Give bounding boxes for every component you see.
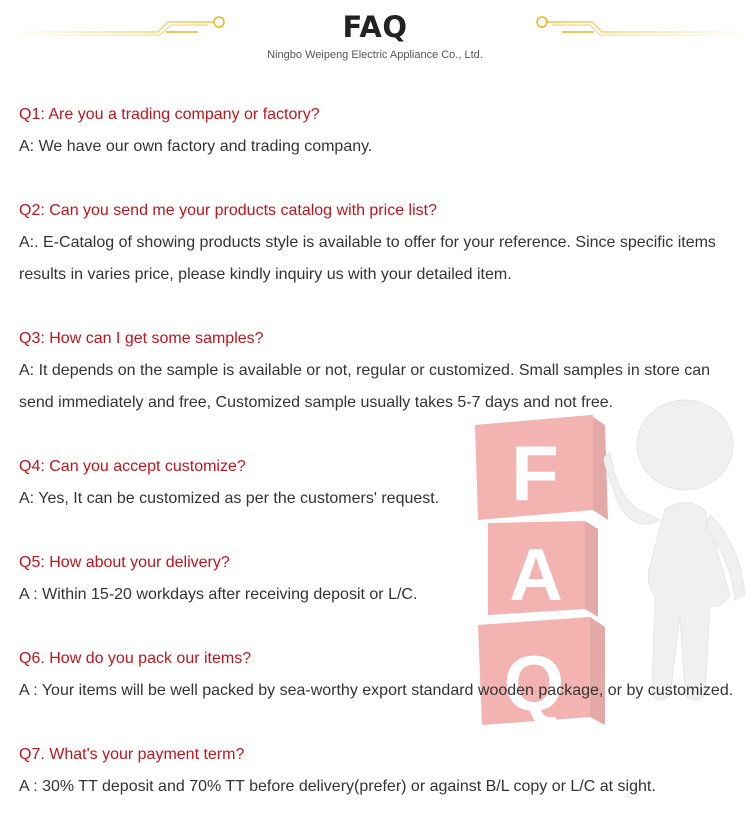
faq-item bbox=[19, 547, 744, 611]
faq-answer: A: Yes, It can be customized as per the customers' request. bbox=[19, 490, 440, 507]
faq-question: Q6. How do you pack our items? bbox=[19, 650, 252, 667]
page-title: FAQ bbox=[342, 10, 408, 44]
letter-a: A bbox=[509, 533, 563, 616]
faq-answer: A : 30% TT deposit and 70% TT before delivery(prefer) or against B/L copy or L/C at sight. bbox=[19, 778, 656, 795]
faq-answer: A: It depends on the sample is available or not, regular or customized. Small samples in store can send immediately and free, Customized sample usually takes 5-7 days and not free. bbox=[19, 362, 711, 411]
faq-item bbox=[19, 323, 744, 419]
faq-item bbox=[19, 739, 744, 803]
faq-question: Q3: How can I get some samples? bbox=[19, 330, 264, 347]
faq-item bbox=[19, 99, 744, 163]
faq-question: Q4: Can you accept customize? bbox=[19, 458, 246, 475]
faq-answer: A : Your items will be well packed by sea-worthy export standard wooden package, or by customized. bbox=[19, 682, 734, 699]
faq-item bbox=[19, 451, 744, 515]
letter-f: F bbox=[511, 429, 559, 517]
faq-answer: A: We have our own factory and trading company. bbox=[19, 138, 373, 155]
letter-q: Q bbox=[503, 639, 565, 727]
faq-question: Q7. What's your payment term? bbox=[19, 746, 245, 763]
faq-question: Q2: Can you send me your products catalog with price list? bbox=[19, 202, 437, 219]
faq-list bbox=[19, 99, 744, 835]
faq-question: Q1: Are you a trading company or factory? bbox=[19, 106, 320, 123]
faq-answer: A : Within 15-20 workdays after receiving deposit or L/C. bbox=[19, 586, 418, 603]
faq-item bbox=[19, 643, 744, 707]
faq-question: Q5: How about your delivery? bbox=[19, 554, 230, 571]
faq-item bbox=[19, 195, 744, 291]
header bbox=[0, 0, 750, 70]
faq-answer: A:. E-Catalog of showing products style is available to offer for your reference. Since specific items results in varies price, please kindly inquiry us with your detailed item. bbox=[19, 234, 716, 283]
company-name: Ningbo Weipeng Electric Appliance Co., Ltd. bbox=[267, 49, 483, 61]
